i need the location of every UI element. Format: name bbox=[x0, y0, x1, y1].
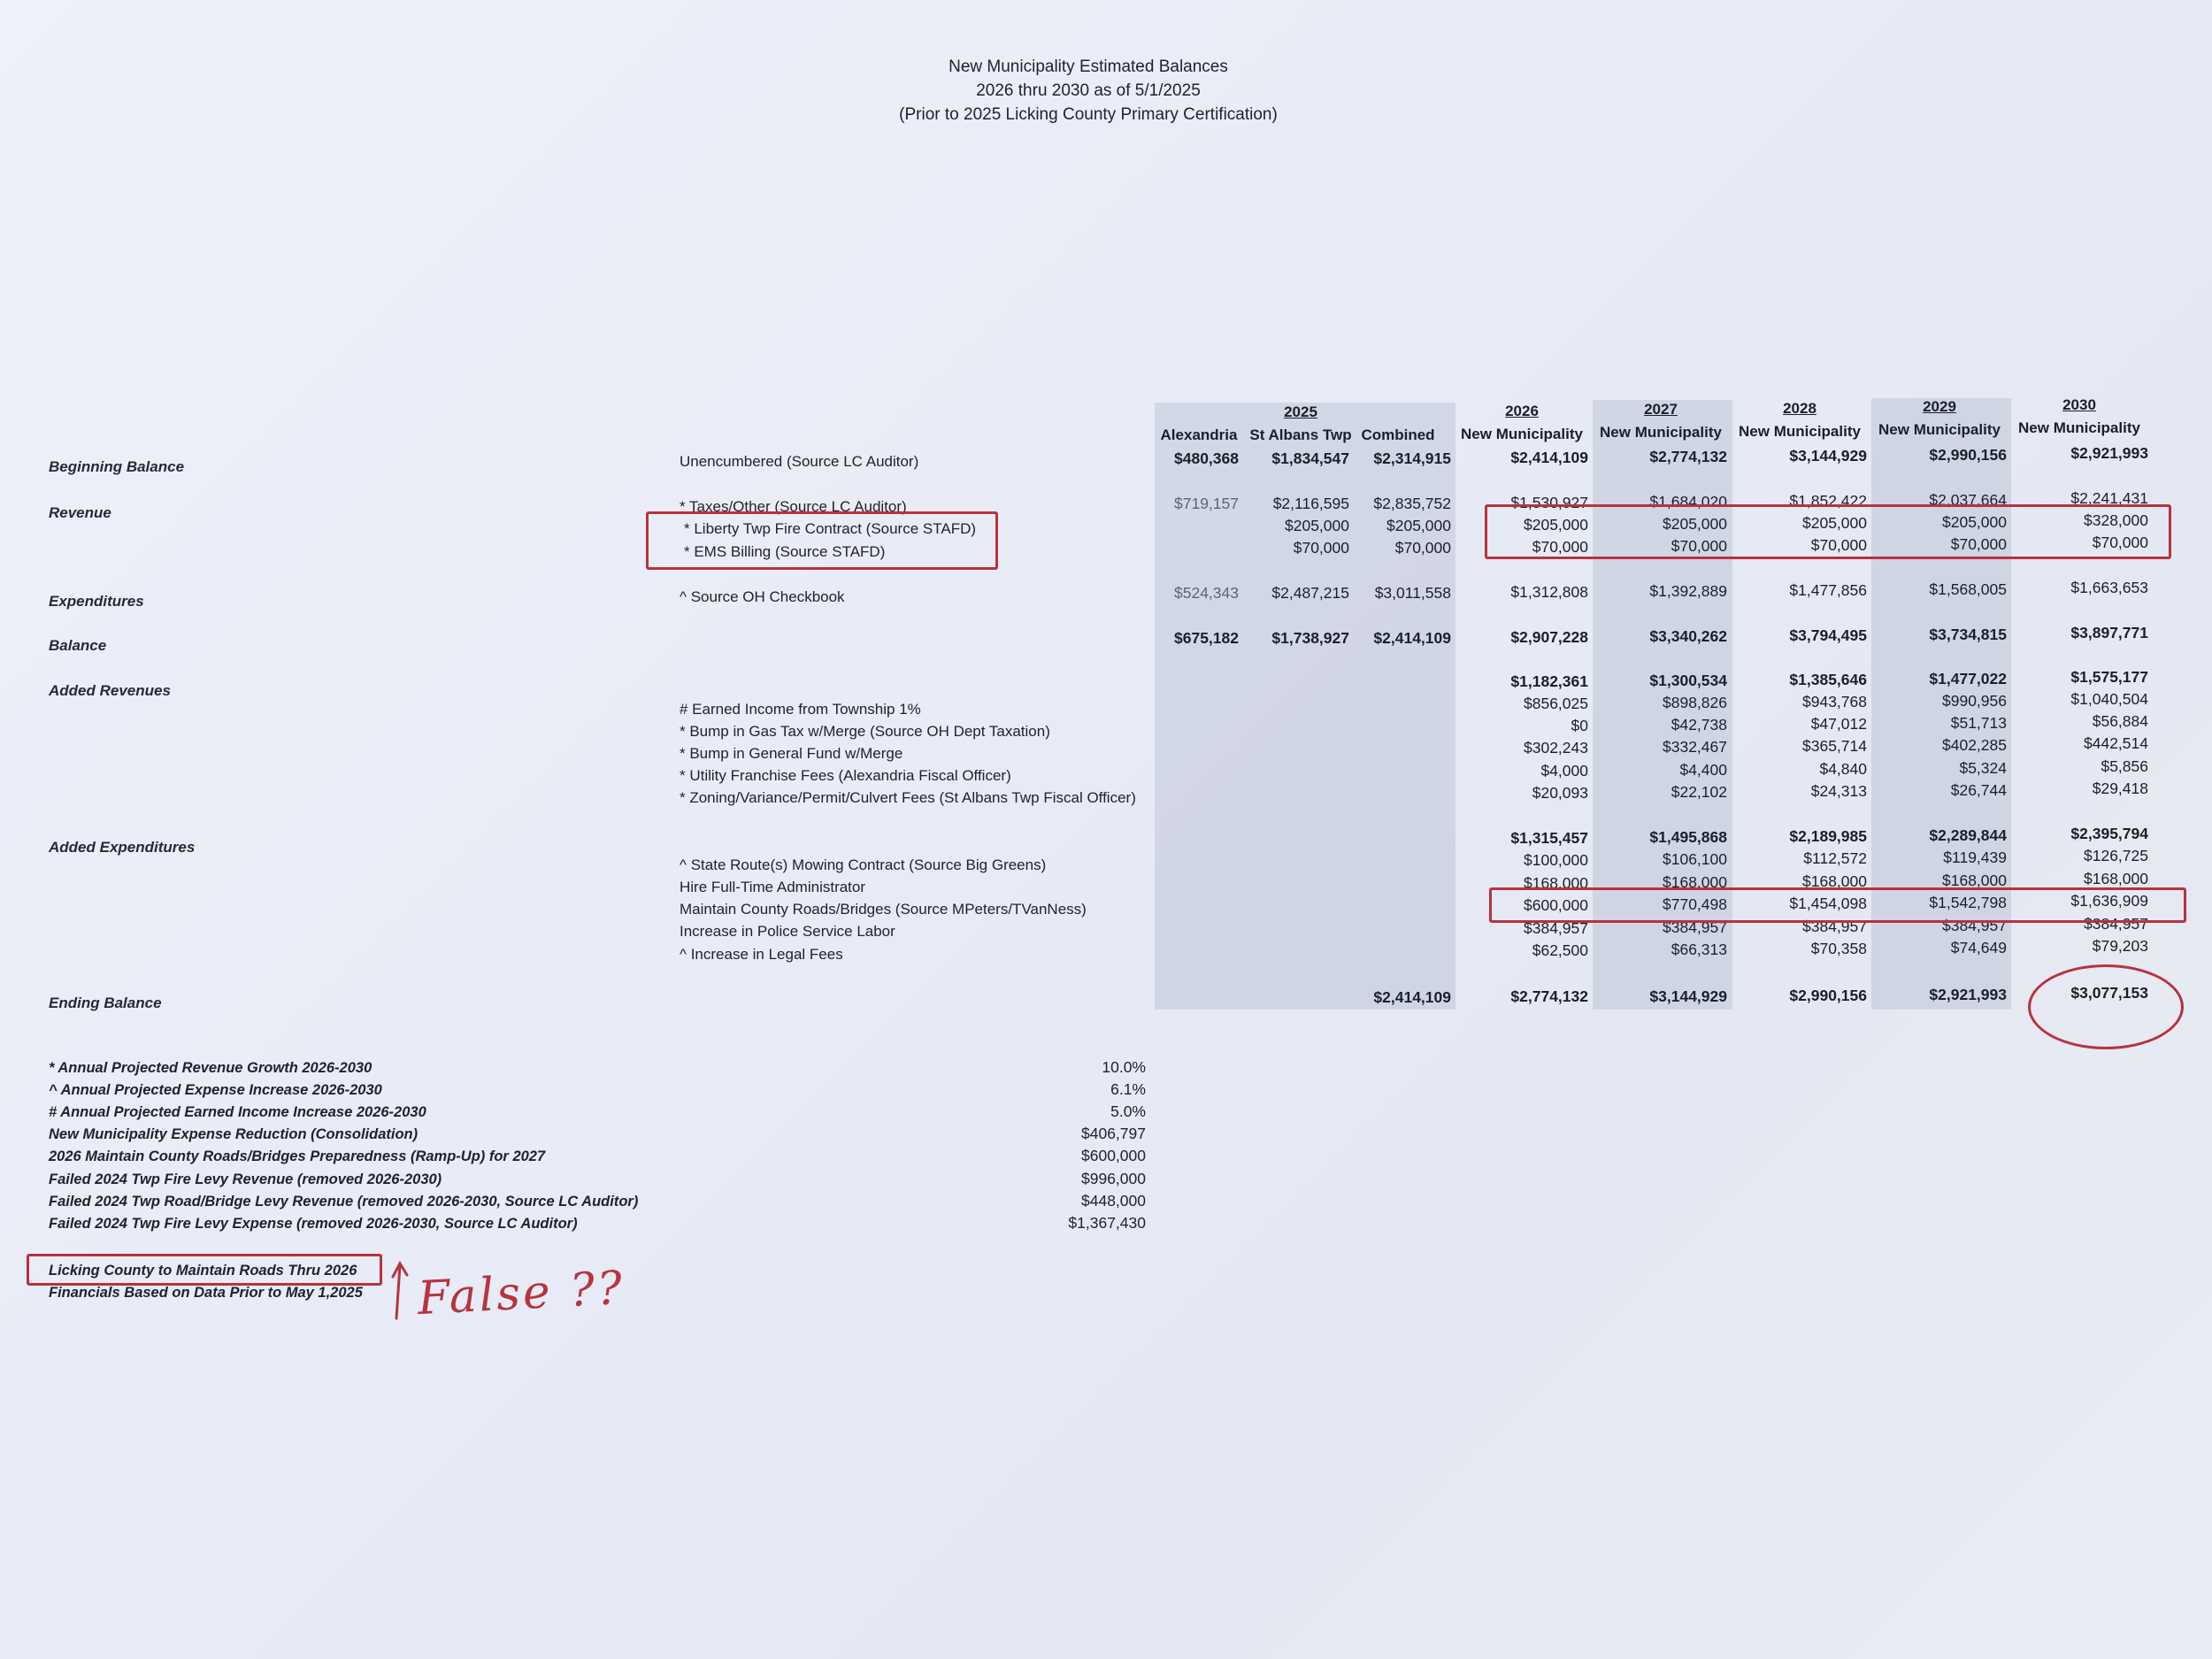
cell-end-2029: $2,921,993 bbox=[1929, 986, 2007, 1003]
cell-mowing-2027: $106,100 bbox=[1663, 850, 1727, 868]
cell-utility-2027: $4,400 bbox=[1679, 761, 1727, 779]
header-year-2025: 2025 bbox=[1284, 403, 1317, 420]
note-financials-basis: Financials Based on Data Prior to May 1,2025 bbox=[49, 1285, 363, 1301]
cell-admin-2029: $168,000 bbox=[1942, 872, 2007, 889]
cell-begin-stalbans: $1,834,547 bbox=[1271, 449, 1349, 467]
cell-liberty-stalbans: $205,000 bbox=[1285, 517, 1349, 534]
cell-liberty-2028: $205,000 bbox=[1802, 514, 1867, 532]
cell-ems-stalbans: $70,000 bbox=[1293, 539, 1349, 557]
footnote-value-fire-levy-revenue: $996,000 bbox=[1081, 1170, 1146, 1187]
cell-ems-2027: $70,000 bbox=[1671, 537, 1727, 555]
cell-roads-2030: $1,636,909 bbox=[2070, 892, 2148, 910]
cell-addexp-2028: $2,189,985 bbox=[1789, 827, 1867, 845]
label-balance: Balance bbox=[49, 637, 107, 654]
cell-mowing-2028: $112,572 bbox=[1803, 849, 1867, 867]
cell-police-2028: $384,957 bbox=[1802, 918, 1867, 935]
cell-zoning-2026: $20,093 bbox=[1532, 784, 1588, 802]
cell-gas-2026: $0 bbox=[1571, 717, 1588, 734]
annotation-box-revenue-values bbox=[1485, 504, 2171, 559]
label-added-expenditures: Added Expenditures bbox=[49, 839, 196, 856]
cell-bal-alexandria: $675,182 bbox=[1174, 629, 1239, 647]
cell-begin-2027: $2,774,132 bbox=[1649, 448, 1727, 465]
header-combined: Combined bbox=[1361, 426, 1435, 443]
footnote-label-earned-income: # Annual Projected Earned Income Increase 2026-2030 bbox=[49, 1104, 426, 1120]
cell-roads-2028: $1,454,098 bbox=[1789, 895, 1867, 912]
header-new-municipality-2030: New Municipality bbox=[2018, 419, 2140, 436]
cell-police-2027: $384,957 bbox=[1663, 918, 1727, 936]
footnote-value-earned-income: 5.0% bbox=[1110, 1102, 1146, 1120]
cell-genfund-2028: $365,714 bbox=[1802, 737, 1867, 755]
desc-roads-bridges: Maintain County Roads/Bridges (Source MPeters/TVanNess) bbox=[680, 901, 1087, 918]
cell-liberty-combined: $205,000 bbox=[1386, 517, 1451, 534]
footnote-value-fire-levy-expense: $1,367,430 bbox=[1068, 1214, 1146, 1232]
annotation-box-revenue-descriptions bbox=[646, 511, 998, 570]
cell-ems-2026: $70,000 bbox=[1532, 538, 1588, 556]
cell-admin-2028: $168,000 bbox=[1802, 872, 1867, 890]
footnote-value-road-levy-revenue: $448,000 bbox=[1081, 1192, 1146, 1210]
cell-begin-2030: $2,921,993 bbox=[2070, 444, 2148, 462]
cell-exp-2026: $1,312,808 bbox=[1510, 583, 1588, 601]
header-year-2027: 2027 bbox=[1644, 401, 1678, 418]
footnote-label-revenue-growth: * Annual Projected Revenue Growth 2026-2030 bbox=[49, 1060, 373, 1076]
annotation-circle-ending-2030 bbox=[2028, 964, 2184, 1049]
annotation-box-licking-note bbox=[27, 1254, 382, 1286]
label-revenue: Revenue bbox=[49, 504, 111, 521]
cell-legal-2027: $66,313 bbox=[1671, 941, 1727, 958]
footnote-value-expense-increase: 6.1% bbox=[1110, 1080, 1146, 1098]
desc-utility-fees: * Utility Franchise Fees (Alexandria Fiscal Officer) bbox=[680, 767, 1011, 784]
cell-zoning-2027: $22,102 bbox=[1671, 783, 1727, 801]
cell-gas-2027: $42,738 bbox=[1671, 716, 1727, 733]
cell-genfund-2030: $442,514 bbox=[2084, 734, 2148, 752]
cell-utility-2026: $4,000 bbox=[1540, 762, 1588, 780]
cell-exp-2028: $1,477,856 bbox=[1789, 581, 1867, 599]
header-new-municipality-2027: New Municipality bbox=[1600, 424, 1722, 441]
footnote-label-roads-preparedness: 2026 Maintain County Roads/Bridges Preparedness (Ramp-Up) for 2027 bbox=[49, 1148, 546, 1164]
cell-gas-2028: $47,012 bbox=[1810, 715, 1867, 733]
cell-end-2030: $3,077,153 bbox=[2070, 984, 2148, 1002]
cell-begin-2026: $2,414,109 bbox=[1510, 449, 1588, 466]
cell-roads-2029: $1,542,798 bbox=[1929, 894, 2007, 911]
footnote-label-expense-increase: ^ Annual Projected Expense Increase 2026-2030 bbox=[49, 1082, 382, 1098]
cell-roads-2026: $600,000 bbox=[1524, 896, 1588, 914]
cell-bal-2027: $3,340,262 bbox=[1649, 627, 1727, 645]
cell-liberty-2029: $205,000 bbox=[1942, 513, 2007, 531]
desc-general-fund: * Bump in General Fund w/Merge bbox=[680, 745, 903, 762]
cell-end-2027: $3,144,929 bbox=[1649, 987, 1727, 1005]
cell-liberty-2030: $328,000 bbox=[2084, 511, 2148, 529]
cell-bal-2030: $3,897,771 bbox=[2070, 624, 2148, 641]
cell-earned-2030: $1,040,504 bbox=[2070, 690, 2148, 708]
cell-taxes-2027: $1,684,020 bbox=[1649, 493, 1727, 511]
desc-taxes-other: * Taxes/Other (Source LC Auditor) bbox=[680, 498, 907, 515]
footnote-value-expense-reduction: $406,797 bbox=[1081, 1125, 1146, 1142]
footnote-value-roads-preparedness: $600,000 bbox=[1081, 1147, 1146, 1164]
cell-end-combined: $2,414,109 bbox=[1373, 988, 1451, 1006]
cell-end-2028: $2,990,156 bbox=[1789, 987, 1867, 1004]
cell-addrev-2028: $1,385,646 bbox=[1789, 671, 1867, 688]
desc-gas-tax: * Bump in Gas Tax w/Merge (Source OH Dept Taxation) bbox=[680, 723, 1050, 740]
handwritten-note: False ?? bbox=[416, 1261, 626, 1326]
desc-earned-income: # Earned Income from Township 1% bbox=[680, 701, 921, 718]
title-line-3: (Prior to 2025 Licking County Primary Certification) bbox=[899, 105, 1278, 124]
header-alexandria: Alexandria bbox=[1160, 426, 1238, 443]
desc-ems-billing: * EMS Billing (Source STAFD) bbox=[684, 543, 886, 560]
cell-taxes-2026: $1,530,927 bbox=[1510, 494, 1588, 511]
shade-2025-columns bbox=[1155, 403, 1455, 1010]
cell-police-2030: $384,957 bbox=[2084, 915, 2148, 933]
cell-zoning-2029: $26,744 bbox=[1950, 781, 2007, 799]
cell-police-2029: $384,957 bbox=[1942, 917, 2007, 934]
cell-legal-2028: $70,358 bbox=[1810, 940, 1867, 957]
header-year-2026: 2026 bbox=[1505, 403, 1539, 419]
cell-taxes-stalbans: $2,116,595 bbox=[1272, 495, 1349, 512]
cell-utility-2029: $5,324 bbox=[1959, 759, 2007, 777]
note-licking-county-roads: Licking County to Maintain Roads Thru 2026 bbox=[49, 1263, 357, 1279]
cell-begin-combined: $2,314,915 bbox=[1373, 449, 1451, 467]
cell-utility-2030: $5,856 bbox=[2101, 757, 2148, 775]
cell-taxes-2029: $2,037,664 bbox=[1929, 491, 2007, 509]
document-title bbox=[734, 55, 1442, 127]
label-beginning-balance: Beginning Balance bbox=[49, 458, 185, 475]
cell-exp-2027: $1,392,889 bbox=[1649, 582, 1727, 600]
cell-ems-combined: $70,000 bbox=[1394, 539, 1451, 557]
cell-mowing-2026: $100,000 bbox=[1524, 851, 1588, 869]
desc-police: Increase in Police Service Labor bbox=[680, 923, 895, 940]
cell-addrev-2030: $1,575,177 bbox=[2070, 668, 2148, 686]
cell-gas-2029: $51,713 bbox=[1950, 714, 2007, 732]
cell-police-2026: $384,957 bbox=[1524, 919, 1588, 937]
cell-zoning-2030: $29,418 bbox=[2092, 780, 2148, 797]
desc-liberty-fire: * Liberty Twp Fire Contract (Source STAFD) bbox=[684, 520, 977, 537]
cell-end-2026: $2,774,132 bbox=[1510, 987, 1588, 1005]
footnote-label-expense-reduction: New Municipality Expense Reduction (Consolidation) bbox=[49, 1126, 419, 1142]
header-year-2030: 2030 bbox=[2062, 396, 2096, 413]
cell-legal-2029: $74,649 bbox=[1950, 939, 2007, 956]
header-year-2029: 2029 bbox=[1923, 398, 1956, 415]
desc-administrator: Hire Full-Time Administrator bbox=[680, 879, 866, 895]
cell-admin-2027: $168,000 bbox=[1663, 873, 1727, 891]
cell-exp-2029: $1,568,005 bbox=[1929, 580, 2007, 598]
annotation-box-roads-values bbox=[1489, 887, 2186, 923]
desc-unencumbered: Unencumbered (Source LC Auditor) bbox=[680, 453, 919, 470]
cell-addrev-2027: $1,300,534 bbox=[1649, 672, 1727, 689]
desc-oh-checkbook: ^ Source OH Checkbook bbox=[680, 588, 845, 605]
cell-earned-2026: $856,025 bbox=[1524, 695, 1588, 712]
cell-addexp-2030: $2,395,794 bbox=[2070, 825, 2148, 842]
header-new-municipality-2026: New Municipality bbox=[1461, 426, 1583, 442]
cell-bal-2029: $3,734,815 bbox=[1929, 626, 2007, 643]
cell-begin-2028: $3,144,929 bbox=[1789, 447, 1867, 465]
cell-addexp-2026: $1,315,457 bbox=[1510, 829, 1588, 847]
header-new-municipality-2029: New Municipality bbox=[1878, 421, 2001, 438]
cell-admin-2030: $168,000 bbox=[2084, 870, 2148, 887]
cell-earned-2027: $898,826 bbox=[1663, 694, 1727, 711]
cell-genfund-2026: $302,243 bbox=[1524, 739, 1588, 757]
footnote-label-fire-levy-revenue: Failed 2024 Twp Fire Levy Revenue (removed 2026-2030) bbox=[49, 1171, 442, 1187]
header-st-albans: St Albans Twp bbox=[1249, 426, 1352, 443]
cell-exp-alexandria: $524,343 bbox=[1174, 584, 1239, 602]
cell-ems-2029: $70,000 bbox=[1950, 535, 2007, 553]
desc-mowing: ^ State Route(s) Mowing Contract (Source Big Greens) bbox=[680, 856, 1047, 873]
footnote-label-fire-levy-expense: Failed 2024 Twp Fire Levy Expense (removed 2026-2030, Source LC Auditor) bbox=[49, 1216, 578, 1232]
cell-earned-2029: $990,956 bbox=[1942, 692, 2007, 710]
label-expenditures: Expenditures bbox=[49, 593, 144, 610]
footnote-label-road-levy-revenue: Failed 2024 Twp Road/Bridge Levy Revenue (removed 2026-2030, Source LC Auditor) bbox=[49, 1194, 639, 1210]
cell-bal-2026: $2,907,228 bbox=[1510, 628, 1588, 646]
cell-addrev-2029: $1,477,022 bbox=[1929, 670, 2007, 687]
cell-utility-2028: $4,840 bbox=[1819, 760, 1867, 778]
cell-liberty-2026: $205,000 bbox=[1524, 516, 1588, 534]
label-added-revenues: Added Revenues bbox=[49, 682, 171, 699]
cell-exp-combined: $3,011,558 bbox=[1374, 584, 1451, 602]
cell-bal-stalbans: $1,738,927 bbox=[1271, 629, 1349, 647]
cell-addexp-2027: $1,495,868 bbox=[1649, 828, 1727, 846]
cell-liberty-2027: $205,000 bbox=[1663, 515, 1727, 533]
title-line-2: 2026 thru 2030 as of 5/1/2025 bbox=[976, 81, 1201, 100]
cell-ems-2028: $70,000 bbox=[1810, 536, 1867, 554]
cell-addexp-2029: $2,289,844 bbox=[1929, 826, 2007, 844]
cell-taxes-2028: $1,852,422 bbox=[1789, 492, 1867, 510]
desc-zoning-fees: * Zoning/Variance/Permit/Culvert Fees (St Albans Twp Fiscal Officer) bbox=[680, 789, 1136, 806]
cell-legal-2026: $62,500 bbox=[1532, 941, 1588, 959]
desc-legal: ^ Increase in Legal Fees bbox=[680, 946, 843, 963]
cell-zoning-2028: $24,313 bbox=[1810, 782, 1867, 800]
cell-exp-stalbans: $2,487,215 bbox=[1271, 584, 1349, 602]
cell-legal-2030: $79,203 bbox=[2092, 937, 2148, 955]
cell-addrev-2026: $1,182,361 bbox=[1510, 672, 1588, 690]
footnote-value-revenue-growth: 10.0% bbox=[1102, 1058, 1146, 1076]
cell-mowing-2030: $126,725 bbox=[2084, 847, 2148, 864]
cell-taxes-2030: $2,241,431 bbox=[2070, 489, 2148, 507]
cell-genfund-2029: $402,285 bbox=[1942, 736, 2007, 754]
cell-bal-2028: $3,794,495 bbox=[1789, 626, 1867, 644]
cell-begin-alexandria: $480,368 bbox=[1174, 449, 1239, 467]
cell-roads-2027: $770,498 bbox=[1663, 895, 1727, 913]
cell-admin-2026: $168,000 bbox=[1524, 874, 1588, 892]
cell-exp-2030: $1,663,653 bbox=[2070, 579, 2148, 596]
header-year-2028: 2028 bbox=[1783, 400, 1816, 417]
cell-bal-combined: $2,414,109 bbox=[1373, 629, 1451, 647]
cell-ems-2030: $70,000 bbox=[2092, 534, 2148, 551]
cell-taxes-combined: $2,835,752 bbox=[1373, 495, 1451, 512]
header-new-municipality-2028: New Municipality bbox=[1739, 423, 1861, 440]
label-ending-balance: Ending Balance bbox=[49, 995, 162, 1011]
cell-gas-2030: $56,884 bbox=[2092, 712, 2148, 730]
title-line-1: New Municipality Estimated Balances bbox=[949, 58, 1228, 76]
cell-begin-2029: $2,990,156 bbox=[1929, 446, 2007, 464]
cell-mowing-2029: $119,439 bbox=[1943, 849, 2007, 866]
cell-earned-2028: $943,768 bbox=[1802, 693, 1867, 710]
cell-genfund-2027: $332,467 bbox=[1663, 738, 1727, 756]
cell-taxes-alexandria: $719,157 bbox=[1174, 495, 1239, 512]
